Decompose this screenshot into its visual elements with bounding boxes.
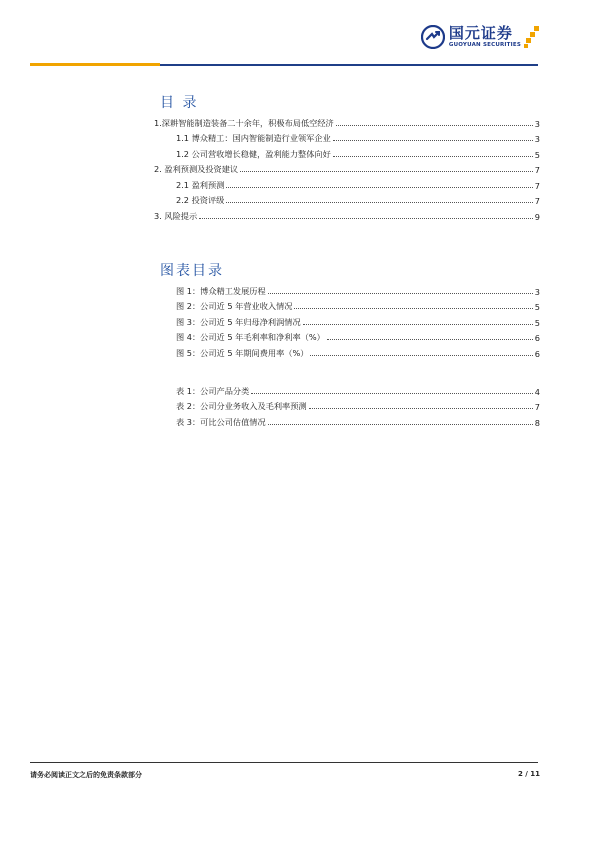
figure-entry-label: 图 5：公司近 5 年期间费用率（%） bbox=[176, 347, 309, 358]
figure-entry-page: 6 bbox=[534, 333, 540, 343]
toc-entry[interactable] bbox=[154, 191, 540, 207]
toc-entry[interactable] bbox=[154, 175, 540, 191]
toc-entry[interactable] bbox=[154, 144, 540, 160]
figures-title: 图表目录 bbox=[160, 263, 224, 279]
table-entry[interactable] bbox=[154, 381, 540, 397]
table-entry-page: 4 bbox=[534, 386, 540, 397]
figure-entry-page: 5 bbox=[534, 317, 540, 328]
page-number: 2 / 11 bbox=[517, 770, 540, 778]
figure-entry-page: 6 bbox=[534, 348, 540, 359]
toc-entry[interactable] bbox=[154, 206, 540, 222]
toc-entry-page: 7 bbox=[534, 180, 540, 191]
figure-entry-label: 图 4：公司近 5 年毛利率和净利率（%） bbox=[176, 332, 325, 342]
table-entry[interactable] bbox=[154, 412, 540, 428]
figure-entry-label: 图 1：博众精工发展历程 bbox=[176, 285, 266, 296]
figure-entry[interactable] bbox=[154, 343, 540, 359]
table-entry-label: 表 2：公司分业务收入及毛利率预测 bbox=[176, 401, 307, 411]
toc-leader bbox=[226, 202, 532, 203]
figure-entry[interactable] bbox=[154, 297, 540, 313]
toc-entry-label: 3. 风险提示 bbox=[154, 210, 198, 221]
toc-entry-label: 1.2 公司营收增长稳健，盈利能力整体向好 bbox=[176, 148, 331, 159]
toc-leader bbox=[268, 293, 533, 294]
table-entry-page: 8 bbox=[534, 417, 540, 428]
toc-entry-label: 2.1 盈利预测 bbox=[176, 179, 225, 190]
table-entry[interactable] bbox=[154, 397, 540, 413]
toc-entry-page: 7 bbox=[534, 196, 540, 206]
table-entry-page: 7 bbox=[534, 402, 540, 412]
toc-entry[interactable] bbox=[154, 113, 540, 129]
toc-entry-label: 2. 盈利预测及投资建议 bbox=[154, 164, 239, 174]
toc-leader bbox=[294, 308, 532, 309]
toc-leader bbox=[309, 408, 533, 409]
table-entry-label: 表 1：公司产品分类 bbox=[176, 385, 250, 396]
toc-entry[interactable] bbox=[154, 160, 540, 176]
toc-leader bbox=[333, 140, 533, 141]
header-divider-accent bbox=[30, 63, 160, 66]
toc-leader bbox=[226, 187, 532, 188]
toc-list bbox=[154, 113, 540, 222]
toc-leader bbox=[268, 424, 533, 425]
toc-leader bbox=[327, 339, 533, 340]
figure-entry-page: 5 bbox=[534, 302, 540, 312]
figures-list bbox=[154, 281, 540, 359]
brand-logo bbox=[421, 25, 540, 49]
page-header bbox=[0, 0, 595, 70]
staircase-deco-icon bbox=[524, 26, 540, 48]
figure-entry-page: 3 bbox=[534, 286, 540, 297]
toc-entry-label: 1.1 博众精工：国内智能制造行业领军企业 bbox=[176, 133, 331, 143]
toc-entry-page: 7 bbox=[534, 165, 540, 175]
toc-entry-label: 1.深耕智能制造装备二十余年，积极布局低空经济 bbox=[154, 117, 334, 128]
toc-entry[interactable] bbox=[154, 129, 540, 145]
figure-entry[interactable] bbox=[154, 281, 540, 297]
toc-leader bbox=[310, 355, 532, 356]
footer-divider bbox=[30, 762, 538, 763]
figure-entry-label: 图 3：公司近 5 年归母净利润情况 bbox=[176, 316, 301, 327]
table-entry-label: 表 3：可比公司估值情况 bbox=[176, 416, 266, 427]
toc-entry-page: 9 bbox=[534, 211, 540, 222]
toc-entry-label: 2.2 投资评级 bbox=[176, 195, 225, 205]
toc-leader bbox=[240, 171, 533, 172]
toc-leader bbox=[336, 125, 533, 126]
toc-leader bbox=[333, 156, 533, 157]
toc-entry-page: 3 bbox=[534, 134, 540, 144]
toc-title: 目 录 bbox=[160, 95, 199, 111]
toc-leader bbox=[303, 324, 533, 325]
tables-list bbox=[154, 381, 540, 428]
toc-entry-page: 5 bbox=[534, 149, 540, 160]
figure-entry[interactable] bbox=[154, 312, 540, 328]
footer-disclaimer: 请务必阅读正文之后的免责条款部分 bbox=[30, 771, 142, 779]
toc-leader bbox=[251, 393, 532, 394]
toc-leader bbox=[199, 218, 533, 219]
brand-name-en: GUOYUAN SECURITIES bbox=[448, 41, 521, 48]
brand-name-cn: 国元证券 bbox=[448, 23, 513, 42]
figure-entry-label: 图 2：公司近 5 年营业收入情况 bbox=[176, 301, 293, 311]
guoyuan-logo-icon bbox=[421, 25, 445, 49]
figure-entry[interactable] bbox=[154, 328, 540, 344]
toc-entry-page: 3 bbox=[534, 118, 540, 129]
